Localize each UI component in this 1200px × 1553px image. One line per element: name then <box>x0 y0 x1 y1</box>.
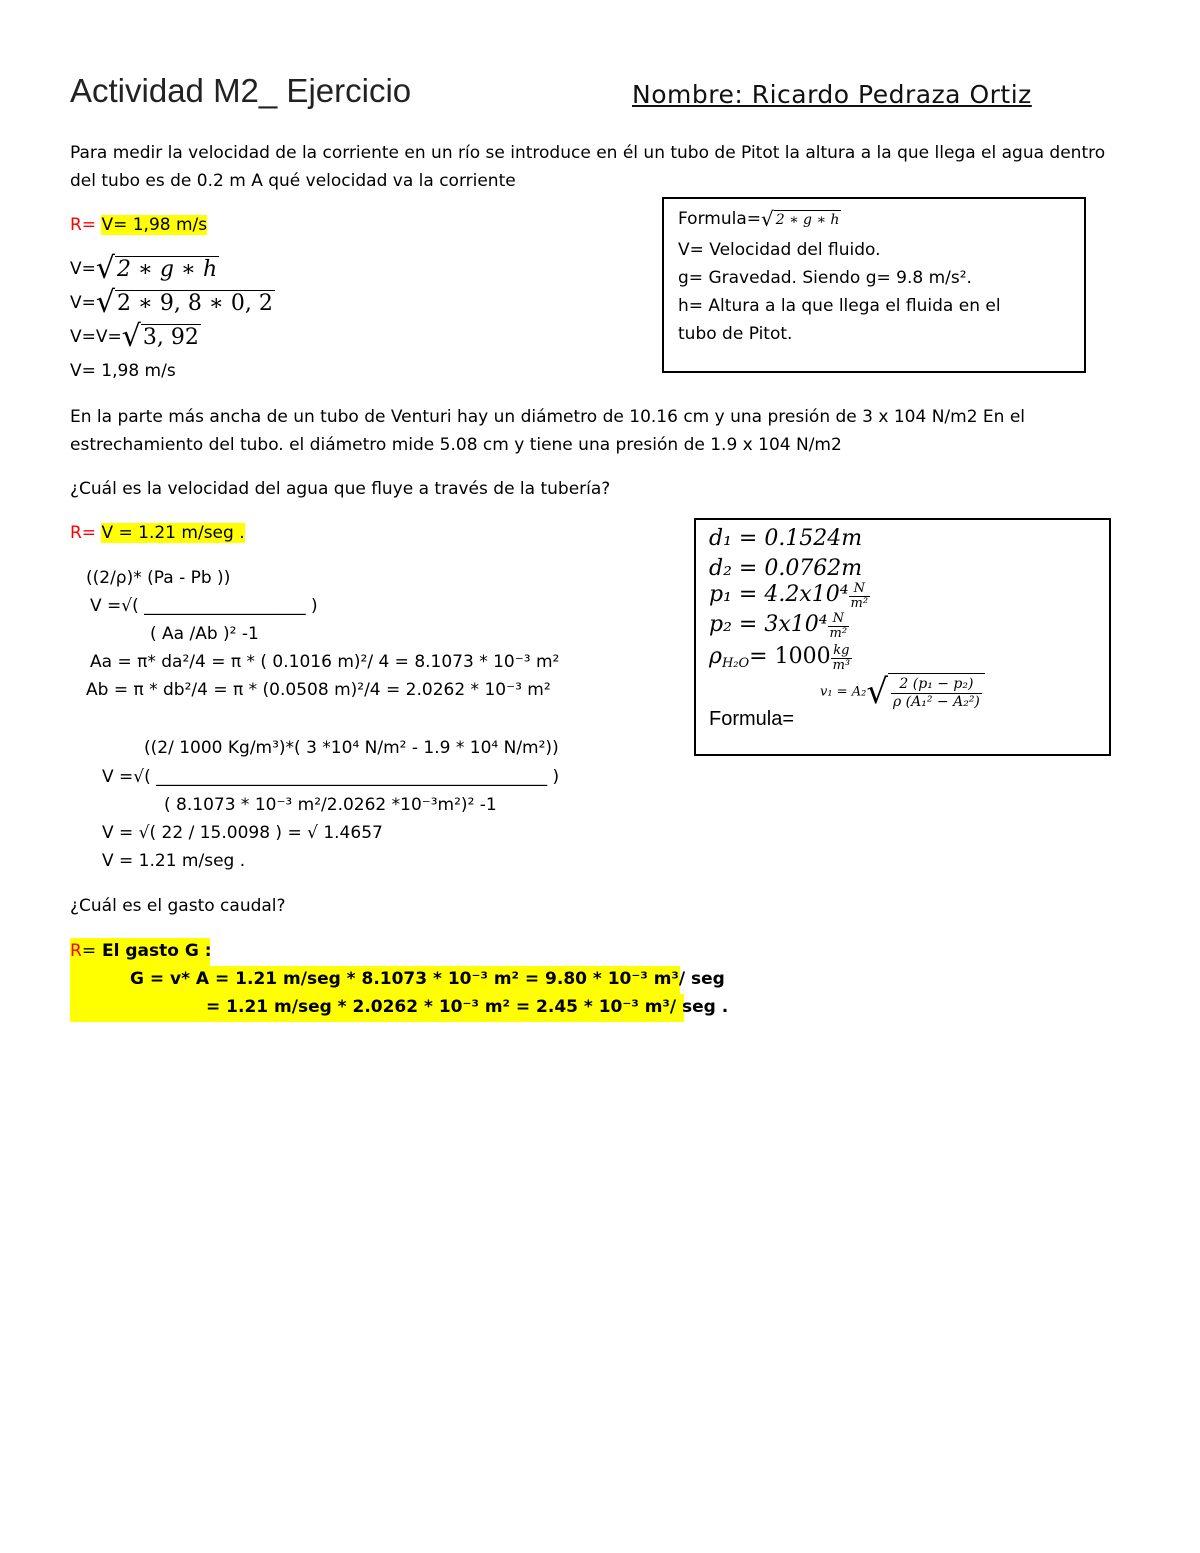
work-5: Ab = π * db²/4 = π * (0.0508 m)²/4 = 2.0262 * 10⁻³ m² <box>86 680 551 700</box>
step-4: V= 1,98 m/s <box>70 361 176 381</box>
work-6: ((2/ 1000 Kg/m³)*( 3 *10⁴ N/m² - 1.9 * 10⁴ N/m²)) <box>144 738 559 758</box>
formula-lhs: v₁ = A₂ <box>820 684 867 700</box>
sqrt-symbol: √2 ∗ g ∗ h <box>95 251 218 286</box>
work-1: ((2/ρ)* (Pa - Pb )) <box>86 568 231 588</box>
work-8: ( 8.1073 * 10⁻³ m²/2.0262 *10⁻³m²)² -1 <box>164 795 497 815</box>
formula-desc-4: tubo de Pitot. <box>678 324 793 344</box>
venturi-formula-label: Formula= <box>709 708 795 730</box>
work-7: V =√( ______________________________________________ ) <box>102 767 560 787</box>
step-2-label: V= <box>70 293 96 313</box>
step-3-label: V=V= <box>70 327 122 347</box>
data-d1: d₁ = 0.1524m <box>709 526 863 551</box>
step-3-expr: 3, 92 <box>142 324 199 350</box>
step-1-expr: 2 ∗ g ∗ h <box>117 256 218 282</box>
data-p1-value: p₁ = 4.2x10⁴ <box>709 582 849 607</box>
step-2 <box>70 285 275 320</box>
rho-symbol: ρ <box>709 644 722 669</box>
page-title: Actividad M2_ Ejercicio <box>70 72 412 109</box>
formula-desc-1: V= Velocidad del fluido. <box>678 240 881 260</box>
data-p2 <box>709 612 849 641</box>
gasto-line-1: G = v* A = 1.21 m/seg * 8.1073 * 10⁻³ m² = 9.80 * 10⁻³ m³/ seg <box>130 969 725 989</box>
gasto-prefix-eq: = <box>81 941 97 961</box>
sqrt-symbol: √ $\frac{\text{2 (p₁ − p₂)}}{\text{ρ (A₁² − A₂²)}}$ <box>866 672 985 712</box>
venturi-formula <box>820 672 985 712</box>
formula-line <box>678 205 841 233</box>
author-name: Nombre: Ricardo Pedraza Ortiz <box>632 80 1032 109</box>
formula-denominator: ρ (A₁² − A₂²) <box>892 694 980 710</box>
gasto-line-2: = 1.21 m/seg * 2.0262 * 10⁻³ m² = 2.45 * 10⁻³ m³/ seg . <box>206 997 729 1017</box>
work-2: V =√( ___________________ ) <box>90 596 318 616</box>
rho-value: = 1000 <box>749 644 831 669</box>
problem2-line2: estrechamiento del tubo. el diámetro mide 5.08 cm y tiene una presión de 1.9 x 104 N/m2 <box>70 435 842 455</box>
formula-box-pitot <box>662 197 1086 373</box>
formula-desc-2: g= Gravedad. Siendo g= 9.8 m/s². <box>678 268 972 288</box>
work-3: ( Aa /Ab )² -1 <box>150 624 259 644</box>
problem2-question1: ¿Cuál es la velocidad del agua que fluye a través de la tubería? <box>70 479 611 499</box>
problem2-line1: En la parte más ancha de un tubo de Venturi hay un diámetro de 10.16 cm y una presión de 3 x 104 N/m2 En el <box>70 407 1026 427</box>
step-1 <box>70 251 219 286</box>
step-1-label: V= <box>70 259 96 279</box>
rho-unit: $\frac{kg}{\text{m³}}$ <box>832 643 851 673</box>
answer-prefix: R= <box>70 523 97 543</box>
sqrt-symbol: √ 2 ∗ g ∗ h <box>760 207 840 231</box>
answer-value: V= 1,98 m/s <box>101 215 208 235</box>
step-2-expr: 2 ∗ 9, 8 ∗ 0, 2 <box>117 290 273 316</box>
data-p1-unit: $\frac{N}{\text{m²}}$ <box>850 581 869 611</box>
rho-subscript: H₂O <box>721 656 750 672</box>
gasto-label-line <box>70 937 212 965</box>
data-box-venturi <box>694 518 1111 756</box>
formula-numerator: 2 (p₁ − p₂) <box>891 676 982 694</box>
work-10: V = 1.21 m/seg . <box>102 851 246 871</box>
answer-value: V = 1.21 m/seg . <box>101 523 245 543</box>
work-9: V = √( 22 / 15.0098 ) = √ 1.4657 <box>102 823 383 843</box>
problem1-line1: Para medir la velocidad de la corriente en un río se introduce en él un tubo de Pitot la altura a la que llega el agua dentro <box>70 143 1106 163</box>
sqrt-symbol: √2 ∗ 9, 8 ∗ 0, 2 <box>95 285 273 320</box>
problem2-answer <box>70 519 245 547</box>
problem1-line2: del tubo es de 0.2 m A qué velocidad va la corriente <box>70 171 516 191</box>
data-rho <box>709 644 852 673</box>
gasto-prefix-r: R <box>70 941 82 961</box>
problem2-question2: ¿Cuál es el gasto caudal? <box>70 896 286 916</box>
work-4: Aa = π* da²/4 = π * ( 0.1016 m)²/ 4 = 8.1073 * 10⁻³ m² <box>90 652 560 672</box>
data-p2-unit: $\frac{N}{\text{m²}}$ <box>829 611 848 641</box>
problem1-answer <box>70 211 207 239</box>
formula-expr: 2 ∗ g ∗ h <box>775 211 840 228</box>
formula-desc-3: h= Altura a la que llega el fluida en el <box>678 296 1001 316</box>
data-p1 <box>709 582 870 611</box>
sqrt-symbol: √3, 92 <box>121 319 199 354</box>
data-d2: d₂ = 0.0762m <box>709 556 863 581</box>
data-p2-value: p₂ = 3x10⁴ <box>709 612 828 637</box>
step-3 <box>70 319 201 354</box>
answer-prefix: R= <box>70 215 97 235</box>
formula-label: Formula= <box>678 209 761 229</box>
gasto-label: El gasto G : <box>101 941 212 961</box>
